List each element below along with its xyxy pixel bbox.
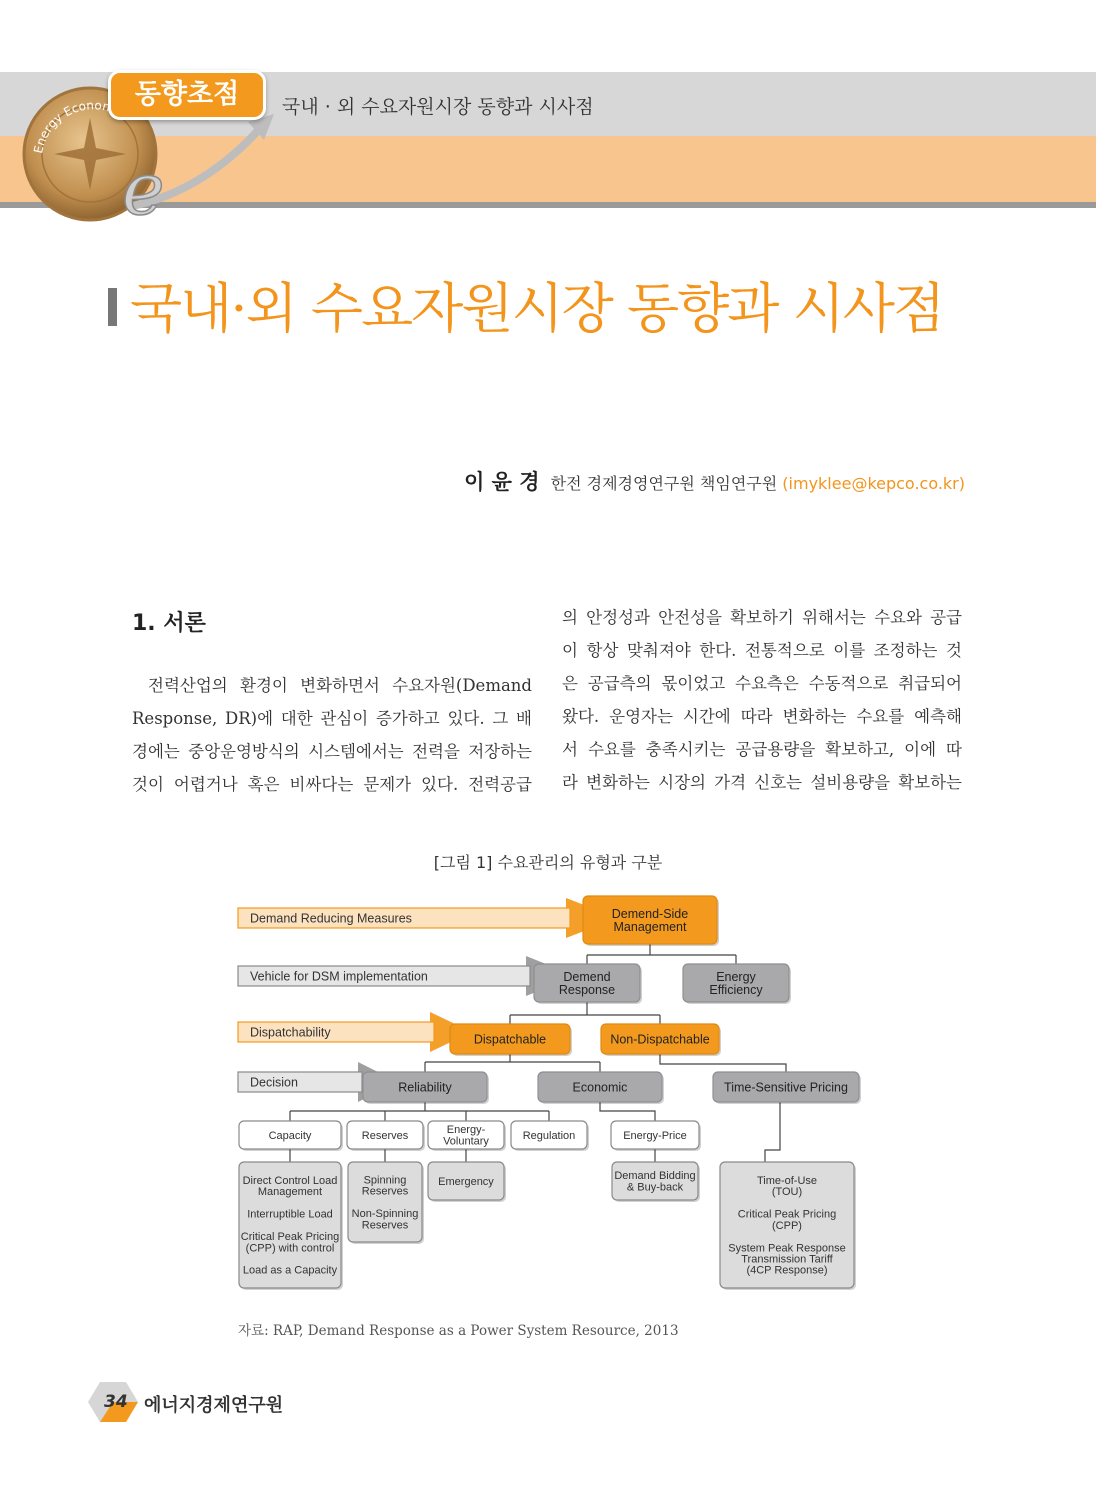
author-affiliation: 한전 경제경영연구원 책임연구원 xyxy=(550,474,778,493)
node-energy-price xyxy=(611,1121,701,1151)
running-header-title: 국내 · 외 수요자원시장 동향과 시사점 xyxy=(282,96,594,118)
node-label: (CPP) with control xyxy=(245,1242,335,1255)
node-label: Emergency xyxy=(438,1175,494,1188)
node-dr xyxy=(534,964,642,1004)
figure-source: 자료: RAP, Demand Response as a Power System Resource, 2013 xyxy=(238,1323,679,1339)
node-label: Management xyxy=(613,919,687,934)
emblem-text: Energy Econo xyxy=(31,98,103,155)
publisher-name: 에너지경제연구원 xyxy=(144,1395,284,1416)
node-economic xyxy=(538,1072,664,1104)
body-line: 서 수요를 충족시키는 공급용량을 확보하고, 이에 따 xyxy=(562,740,962,759)
node-label: Reserves xyxy=(361,1129,409,1142)
node-label: Time-Sensitive Pricing xyxy=(724,1080,848,1095)
node-bidding xyxy=(612,1162,700,1202)
body-line: 이 항상 맞춰져야 한다. 전통적으로 이를 조정하는 것 xyxy=(562,641,962,660)
node-label: Dispatchable xyxy=(473,1032,547,1047)
node-label: Demend-Side xyxy=(611,907,689,921)
node-nondispatchable xyxy=(601,1024,721,1056)
node-reliability xyxy=(363,1072,489,1104)
connector-line xyxy=(660,1054,786,1072)
node-capacity xyxy=(239,1121,343,1151)
arrow-label: Demand Reducing Measures xyxy=(250,911,412,926)
body-line: 은 공급측의 몫이었고 수요측은 수동적으로 취급되어 xyxy=(562,674,962,693)
node-res-list xyxy=(348,1162,424,1244)
node-label: Transmission Tariff xyxy=(741,1253,833,1266)
node-label: Spinning xyxy=(363,1174,407,1187)
node-label: Reserves xyxy=(361,1185,409,1198)
node-reserves xyxy=(347,1121,425,1151)
node-label: (TOU) xyxy=(771,1186,803,1199)
node-energy-voluntary xyxy=(428,1121,506,1151)
node-label: Energy xyxy=(716,970,756,984)
author-email: (imyklee@kepco.co.kr) xyxy=(782,474,965,493)
arrow-0 xyxy=(238,898,618,938)
article-title: 국내·외 수요자원시장 동향과 시사점 xyxy=(130,277,944,340)
node-label: Management xyxy=(257,1186,323,1199)
node-label: Time-of-Use xyxy=(756,1174,818,1187)
node-label: Reliability xyxy=(398,1080,452,1095)
page-number: 34 xyxy=(104,1392,128,1412)
node-label: Critical Peak Pricing xyxy=(737,1208,837,1221)
body-line: Response, DR)에 대한 관심이 증가하고 있다. 그 배 xyxy=(132,709,532,728)
node-label: Response xyxy=(558,982,616,997)
section-tab: 동향초점 xyxy=(108,70,266,120)
node-label: Capacity xyxy=(268,1129,312,1142)
arrow-label: Dispatchability xyxy=(250,1025,331,1040)
node-tsp-list xyxy=(720,1162,856,1290)
node-label: Demend xyxy=(563,970,611,984)
node-label: Critical Peak Pricing xyxy=(240,1231,340,1244)
node-label: (4CP Response) xyxy=(746,1264,828,1277)
body-line: 것이 어렵거나 혹은 비싸다는 문제가 있다. 전력공급 xyxy=(132,775,532,794)
node-label: Efficiency xyxy=(709,982,763,997)
node-regulation xyxy=(511,1121,589,1151)
connector-line xyxy=(600,1102,655,1121)
body-line: 의 안정성과 안전성을 확보하기 위해서는 수요와 공급 xyxy=(562,608,962,627)
node-label: Load as a Capacity xyxy=(242,1264,338,1277)
node-tsp xyxy=(713,1072,861,1104)
node-label: Energy- xyxy=(446,1124,486,1137)
body-line: 전력산업의 환경이 변화하면서 수요자원(Demand xyxy=(148,676,532,695)
node-cap-list xyxy=(239,1162,343,1290)
node-dispatchable xyxy=(450,1024,572,1056)
node-label: Voluntary xyxy=(443,1135,489,1148)
node-label: System Peak Response xyxy=(728,1242,846,1255)
node-dsm xyxy=(583,896,719,946)
node-label: Energy-Price xyxy=(623,1129,687,1142)
body-line: 왔다. 운영자는 시간에 따라 변화하는 수요를 예측해 xyxy=(562,707,962,726)
connector-line xyxy=(765,1102,780,1162)
arrow-1 xyxy=(238,956,576,996)
figure-caption: [그림 1] 수요관리의 유형과 구분 xyxy=(433,853,663,872)
emblem-letter: e xyxy=(122,147,165,226)
node-emergency xyxy=(428,1162,506,1202)
diagram-nodes xyxy=(239,896,861,1290)
node-label: Regulation xyxy=(522,1129,576,1142)
node-label: Direct Control Load xyxy=(242,1174,338,1187)
node-ee xyxy=(683,964,791,1004)
node-label: Interruptible Load xyxy=(247,1208,333,1221)
node-label: Reserves xyxy=(361,1219,409,1232)
arrow-label: Decision xyxy=(250,1075,298,1090)
node-label: Non-Dispatchable xyxy=(610,1032,710,1047)
body-line: 경에는 중앙운영방식의 시스템에서는 전력을 저장하는 xyxy=(132,742,532,761)
arrow-label: Vehicle for DSM implementation xyxy=(250,969,428,984)
author-name: 이 윤 경 xyxy=(464,470,540,494)
section-heading: 1. 서론 xyxy=(132,611,206,636)
body-line: 라 변화하는 시장의 가격 신호는 설비용량을 확보하는 xyxy=(562,773,962,792)
node-label: Demand Bidding xyxy=(614,1170,696,1183)
node-label: Non-Spinning xyxy=(351,1208,419,1221)
arrow-2 xyxy=(238,1012,472,1052)
node-label: Economic xyxy=(572,1080,628,1095)
node-label: (CPP) xyxy=(772,1219,802,1232)
node-label: & Buy-back xyxy=(626,1181,684,1194)
